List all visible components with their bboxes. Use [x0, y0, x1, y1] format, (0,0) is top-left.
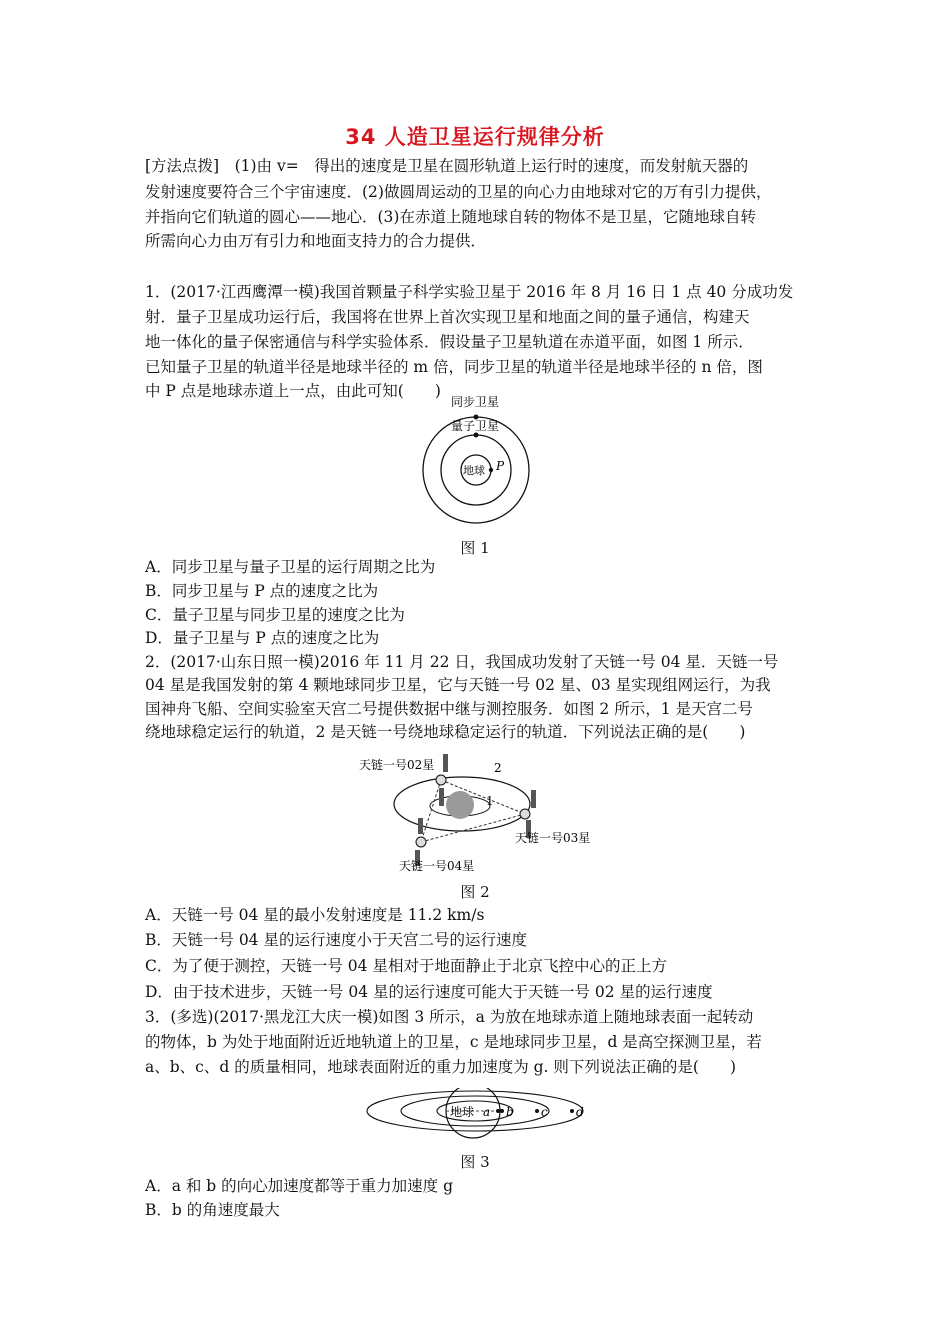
label-b: b — [506, 1105, 514, 1119]
q1-stem-line: 1．(2017·江西鹰潭一模)我国首颗量子科学实验卫星于 2016 年 8 月 16 日 1 点 40 分成功发 — [145, 283, 794, 301]
q1-option: D．量子卫星与 P 点的速度之比为 — [145, 629, 380, 647]
figure-1-caption: 图 1 — [460, 539, 490, 557]
label-d: d — [576, 1105, 584, 1119]
earth-disk — [446, 791, 474, 819]
page-title: 34 人造卫星运行规律分析 — [345, 125, 605, 149]
satellite-02-icon — [436, 754, 448, 806]
label-earth: 地球 — [450, 1105, 475, 1119]
label-orbit-2: 2 — [494, 761, 502, 775]
figure-3-caption: 图 3 — [460, 1153, 490, 1171]
label-earth: 地球 — [463, 464, 485, 477]
label-p: P — [496, 459, 505, 473]
q2-stem-line: 绕地球稳定运行的轨道，2 是天链一号绕地球稳定运行的轨道．下列说法正确的是( ) — [145, 723, 746, 741]
figure-2-orbits — [355, 750, 605, 875]
q2-option: A．天链一号 04 星的最小发射速度是 11.2 km/s — [145, 906, 485, 924]
q3-option: B．b 的角速度最大 — [145, 1201, 280, 1219]
label-02: 天链一号02星 — [359, 758, 435, 772]
q1-stem-line: 地一体化的量子保密通信与科学实验体系．假设量子卫星轨道在赤道平面，如图 1 所示． — [145, 333, 754, 351]
label-c: c — [541, 1105, 548, 1119]
intro-line: 所需向心力由万有引力和地面支持力的合力提供． — [145, 232, 487, 250]
q1-stem-line: 中 P 点是地球赤道上一点，由此可知( ) — [145, 382, 441, 400]
q1-option: B．同步卫星与 P 点的速度之比为 — [145, 582, 379, 600]
label-a: a — [483, 1105, 491, 1119]
q2-option: C．为了便于测控，天链一号 04 星相对于地面静止于北京飞控中心的正上方 — [145, 957, 667, 975]
intro-line: 发射速度要符合三个宇宙速度．(2)做圆周运动的卫星的向心力由地球对它的万有引力提供， — [145, 183, 772, 201]
quantum-satellite-dot — [474, 433, 479, 438]
intro-line: [方法点拨] (1)由 v= 得出的速度是卫星在圆形轨道上运行时的速度，而发射航天器的 — [145, 157, 749, 175]
figure-1-orbits — [410, 390, 550, 535]
q2-stem-line: 2．(2017·山东日照一模)2016 年 11 月 22 日，我国成功发射了天链一号 04 星．天链一号 — [145, 653, 779, 671]
q2-stem-line: 04 星是我国发射的第 4 颗地球同步卫星，它与天链一号 02 星、03 星实现组网运行，为我 — [145, 676, 771, 694]
q2-option: B．天链一号 04 星的运行速度小于天宫二号的运行速度 — [145, 931, 527, 949]
label-quantum: 量子卫星 — [451, 419, 500, 433]
q3-stem-line: a、b、c、d 的质量相同，地球表面附近的重力加速度为 g. 则下列说法正确的是( ) — [145, 1058, 736, 1076]
q3-stem-line: 的物体，b 为处于地面附近近地轨道上的卫星，c 是地球同步卫星，d 是高空探测卫星，若 — [145, 1033, 762, 1051]
label-03: 天链一号03星 — [515, 831, 591, 845]
figure-3-orbits — [365, 1088, 595, 1148]
q1-stem-line: 已知量子卫星的轨道半径是地球半径的 m 倍，同步卫星的轨道半径是地球半径的 n 倍，图 — [145, 358, 763, 376]
point-p-dot — [489, 468, 493, 472]
q2-stem-line: 国神舟飞船、空间实验室天宫二号提供数据中继与测控服务．如图 2 所示，1 是天宫二号 — [145, 700, 754, 718]
q1-option: C．量子卫星与同步卫星的速度之比为 — [145, 606, 405, 624]
intro-line: 并指向它们轨道的圆心——地心．(3)在赤道上随地球自转的物体不是卫星，它随地球自转 — [145, 208, 756, 226]
q1-stem-line: 射．量子卫星成功运行后，我国将在世界上首次实现卫星和地面之间的量子通信，构建天 — [145, 308, 750, 326]
q3-option: A．a 和 b 的向心加速度都等于重力加速度 g — [145, 1177, 453, 1195]
label-sync: 同步卫星 — [451, 395, 500, 409]
figure-2-caption: 图 2 — [460, 883, 490, 901]
label-orbit-1: 1 — [486, 794, 494, 808]
label-04: 天链一号04星 — [399, 859, 475, 873]
q3-stem-line: 3．(多选)(2017·黑龙江大庆一模)如图 3 所示，a 为放在地球赤道上随地球表面一起转动 — [145, 1008, 754, 1026]
q1-option: A．同步卫星与量子卫星的运行周期之比为 — [145, 558, 436, 576]
q2-option: D．由于技术进步，天链一号 04 星的运行速度可能大于天链一号 02 星的运行速度 — [145, 983, 713, 1001]
